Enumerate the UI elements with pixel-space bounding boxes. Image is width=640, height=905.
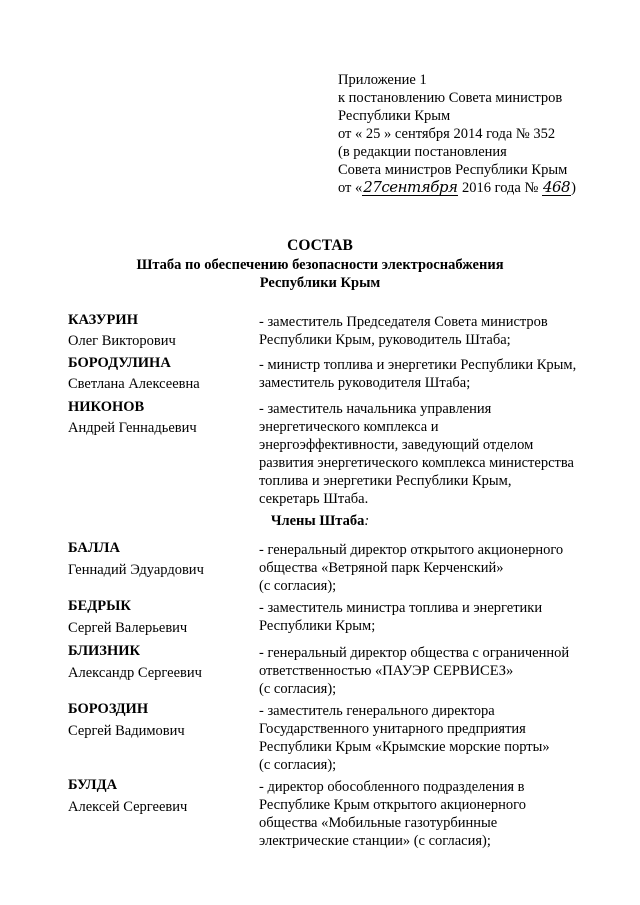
role-line: секретарь Штаба. [259, 491, 369, 507]
person-surname: БОРОДУЛИНА [68, 355, 171, 371]
person-role [259, 599, 619, 635]
date-prefix: от « [338, 180, 363, 196]
role-line: - министр топлива и энергетики Республики Крым, [259, 357, 577, 373]
person-given-name: Геннадий Эдуардович [68, 562, 204, 578]
role-line: Республики Крым, руководитель Штаба; [259, 332, 511, 348]
person-name [68, 597, 253, 637]
role-line: энергетического комплекса и [259, 419, 439, 435]
person-role [259, 702, 619, 774]
person-given-name: Светлана Алексеевна [68, 376, 200, 392]
handwritten-day: 27 [363, 178, 382, 196]
role-line: - заместитель начальника управления [259, 401, 492, 417]
role-line: Республики Крым «Крымские морские порты» [259, 739, 550, 755]
role-line: - заместитель министра топлива и энергетики [259, 600, 543, 616]
document-subtitle: Штаба по обеспечению безопасности электроснабжения [136, 257, 504, 273]
document-title: СОСТАВ [287, 237, 353, 254]
role-line: ответственностью «ПАУЭР СЕРВИСЕЗ» [259, 663, 514, 679]
role-line: Республики Крым; [259, 618, 376, 634]
role-line: (с согласия); [259, 578, 337, 594]
person-surname: БЕДРЫК [68, 598, 131, 614]
role-line: энергоэффективности, заведующий отделом [259, 437, 534, 453]
person-surname: БУЛДА [68, 777, 118, 793]
person-name [68, 776, 253, 816]
role-line: общества «Мобильные газотурбинные [259, 815, 498, 831]
person-given-name: Александр Сергеевич [68, 665, 202, 681]
members-heading-colon: : [364, 513, 370, 529]
role-line: - генеральный директор общества с ограниченной [259, 645, 570, 661]
appendix-line: Приложение 1 [338, 72, 427, 88]
appendix-line: Республики Крым [338, 108, 451, 124]
date-middle: 2016 года № [458, 180, 542, 196]
document-subtitle: Республики Крым [259, 275, 381, 291]
person-surname: НИКОНОВ [68, 399, 145, 415]
person-name [68, 398, 253, 437]
appendix-block [338, 71, 628, 197]
role-line: заместитель руководителя Штаба; [259, 375, 471, 391]
date-suffix: ) [571, 180, 576, 196]
person-role [259, 400, 619, 508]
handwritten-month: сентября [381, 178, 458, 196]
role-line: (с согласия); [259, 757, 337, 773]
role-line: (с согласия); [259, 681, 337, 697]
person-role [259, 313, 619, 349]
person-name [68, 354, 253, 393]
role-line: - генеральный директор открытого акционерного [259, 542, 564, 558]
role-line: - заместитель Председателя Совета министров [259, 314, 548, 330]
role-line: - заместитель генерального директора [259, 703, 495, 719]
role-line: топлива и энергетики Республики Крым, [259, 473, 512, 489]
members-heading [0, 512, 640, 530]
person-name [68, 642, 253, 682]
person-surname: БЛИЗНИК [68, 643, 141, 659]
members-heading-text: Члены Штаба [270, 513, 365, 529]
appendix-line: к постановлению Совета министров [338, 90, 563, 106]
appendix-line: (в редакции постановления [338, 144, 507, 160]
person-given-name: Андрей Геннадьевич [68, 420, 197, 436]
role-line: электрические станции» (с согласия); [259, 833, 491, 849]
person-role [259, 644, 619, 698]
role-line: развития энергетического комплекса министерства [259, 455, 574, 471]
person-name [68, 311, 253, 350]
role-line: общества «Ветряной парк Керченский» [259, 560, 504, 576]
appendix-line: от « 25 » сентября 2014 года № 352 [338, 126, 556, 142]
person-given-name: Сергей Вадимович [68, 723, 185, 739]
person-name [68, 700, 253, 740]
role-line: Государственного унитарного предприятия [259, 721, 526, 737]
person-surname: БАЛЛА [68, 540, 120, 556]
person-surname: КАЗУРИН [68, 312, 138, 328]
person-surname: БОРОЗДИН [68, 701, 149, 717]
role-line: - директор обособленного подразделения в [259, 779, 525, 795]
person-given-name: Алексей Сергеевич [68, 799, 188, 815]
appendix-date-line [338, 179, 628, 197]
person-role [259, 541, 619, 595]
handwritten-number: 468 [542, 178, 571, 196]
role-line: Республике Крым открытого акционерного [259, 797, 526, 813]
person-given-name: Сергей Валерьевич [68, 620, 188, 636]
person-name [68, 539, 253, 579]
person-role [259, 356, 619, 392]
handwritten-date [362, 179, 458, 196]
person-role [259, 778, 619, 850]
person-given-name: Олег Викторович [68, 333, 176, 349]
appendix-line: Совета министров Республики Крым [338, 162, 568, 178]
